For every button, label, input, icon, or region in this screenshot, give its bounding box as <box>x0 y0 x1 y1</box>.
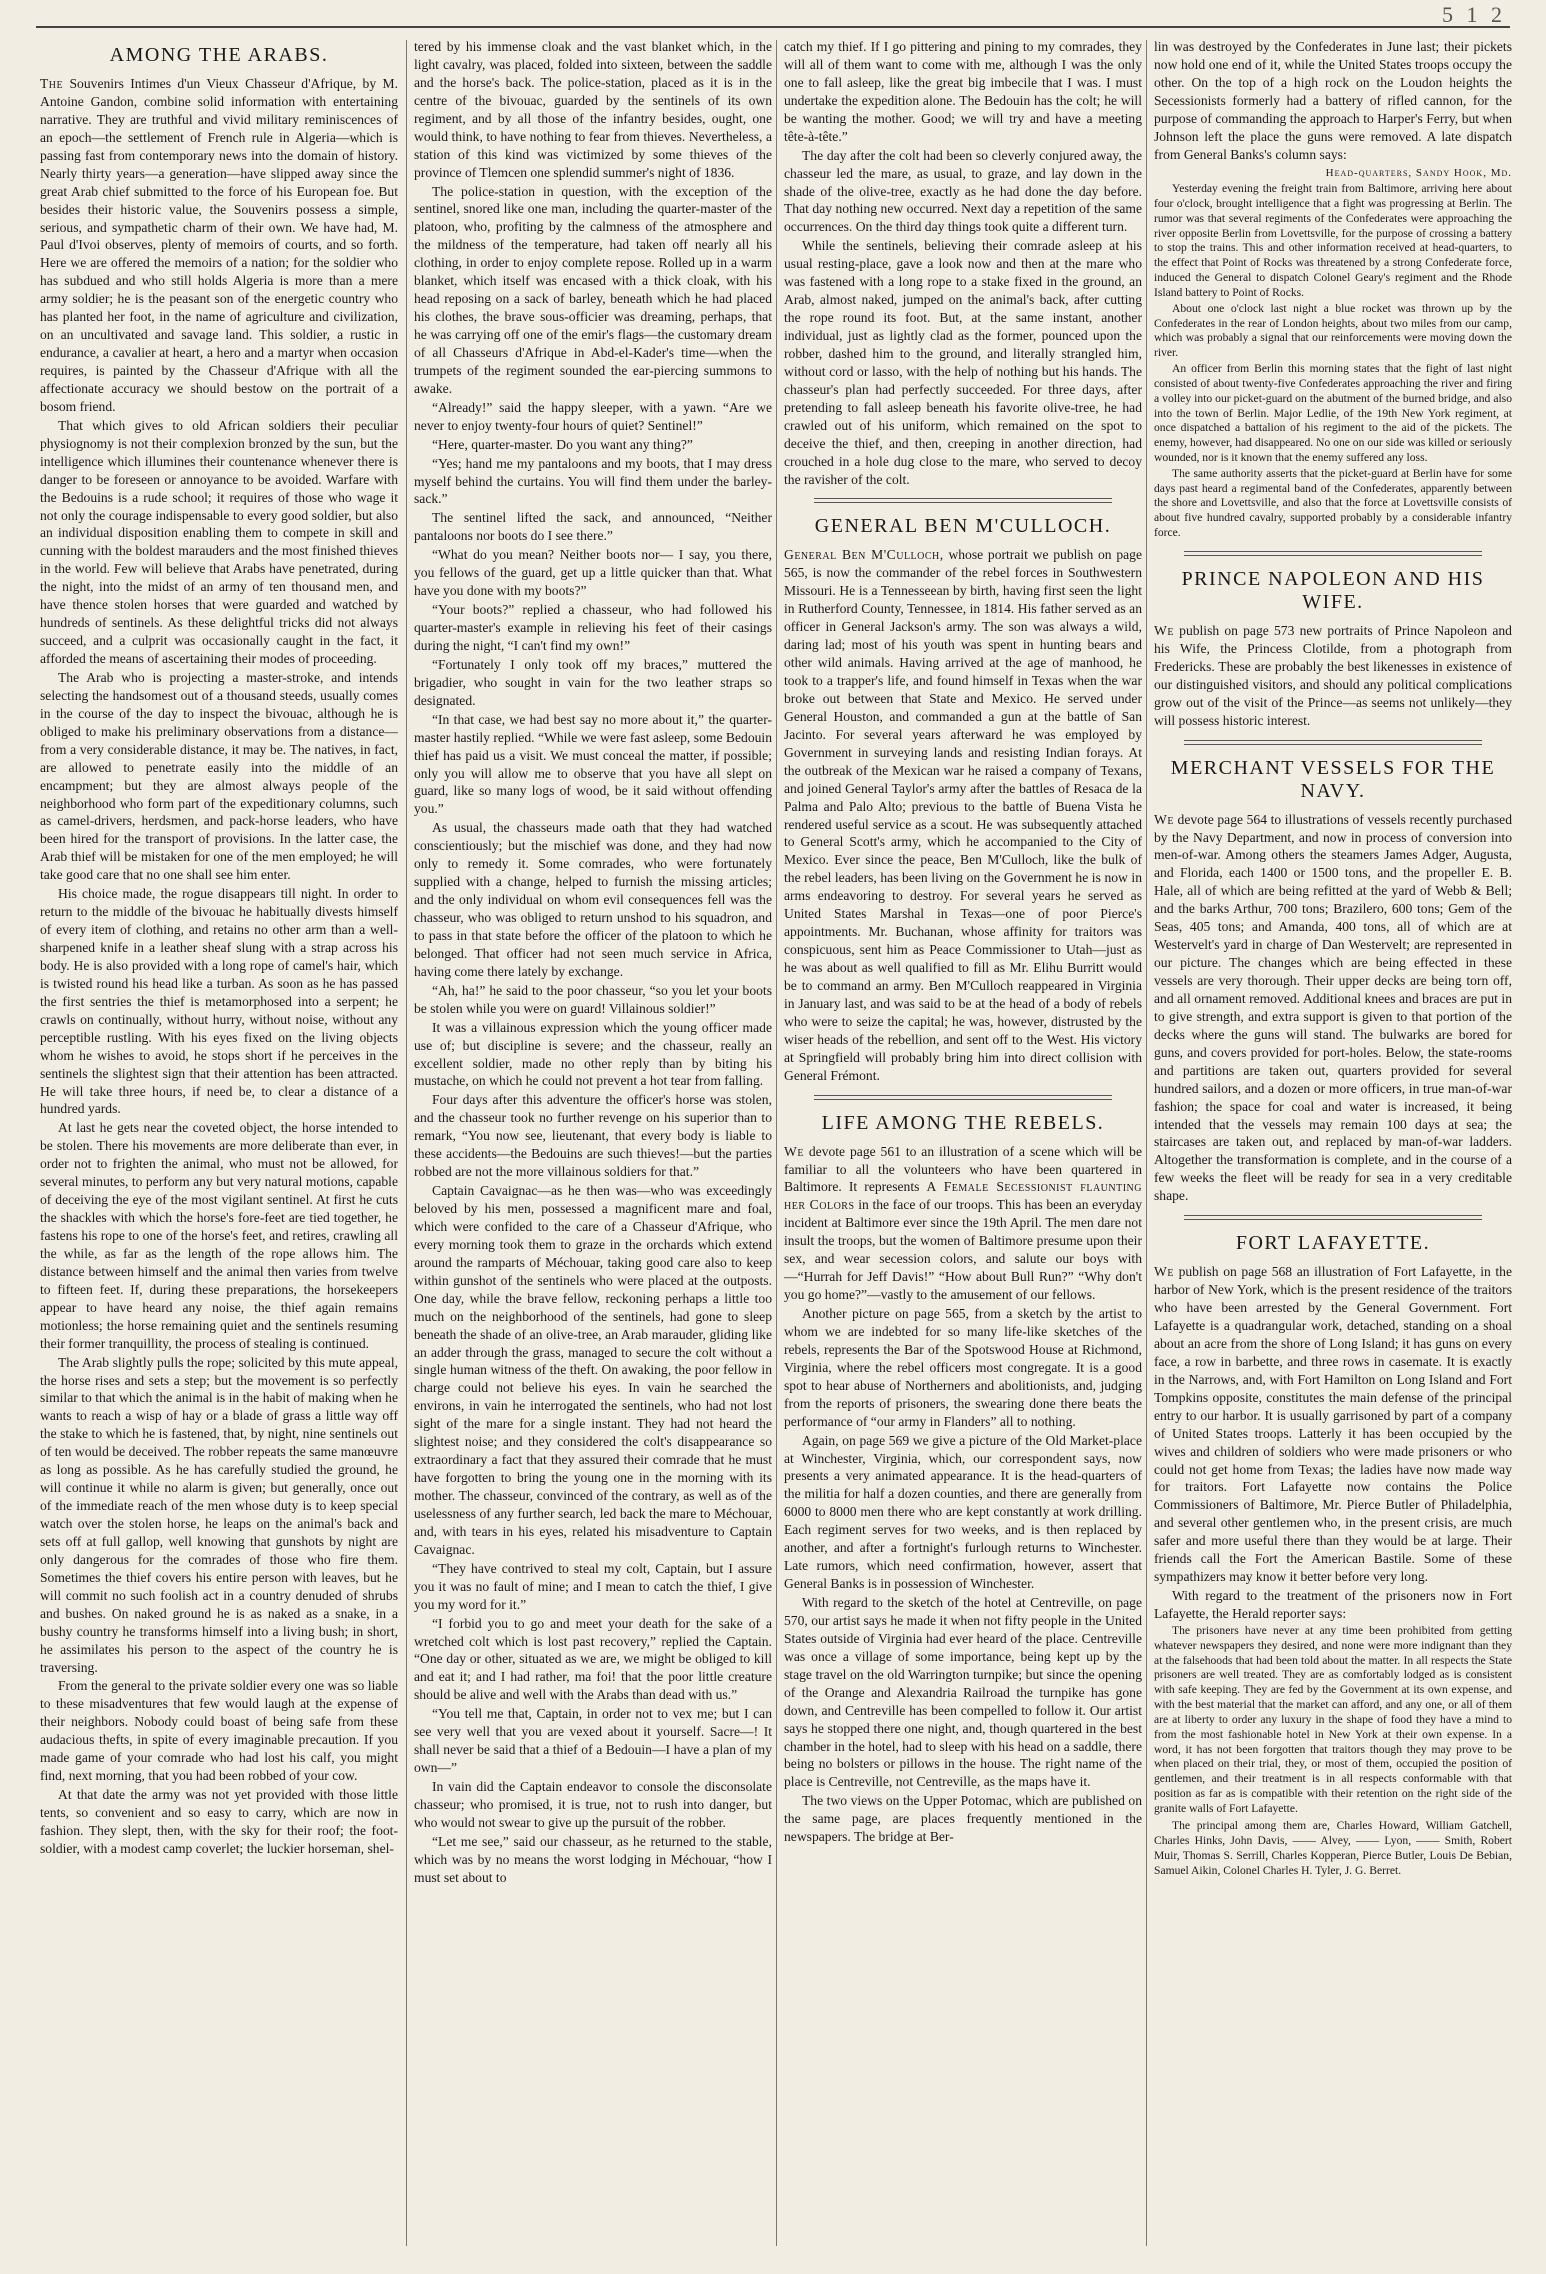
paragraph: That which gives to old African soldiers their peculiar physiognomy is not their complexion bronzed by the sun, but the intelligence which illumines their countenance whenever there is danger to be foreseen or annoyance to be avoided. Warfare with the Bedouins is a rude school; it requires of those who wage it not only the courage indispensable to every good soldier, but also an individual disposition enabling them to compete in skill and cunning with the boldest marauders and the most finished thieves in the world. Few will believe that Arabs have penetrated, during the night, into the midst of an army of ten thousand men, and have thence stolen horses that were guarded and watched by hundreds of sentinels. As these delightful tricks did not always succeed, and a culprit was occasionally caught in the fact, it afforded the means of ascertaining their modes of proceeding. <box>40 417 398 666</box>
paragraph: With regard to the treatment of the prisoners now in Fort Lafayette, the Herald reporter says: <box>1154 1588 1512 1622</box>
paragraph: lin was destroyed by the Confederates in June last; their pickets now hold one end of it, while the United States troops occupy the other. On the top of a high rock on the Loudon heights the Secessionists formerly had a battery of rifled cannon, for the purpose of commanding the approach to Harper's Ferry, but when Johnson left the place the guns were removed. A late dispatch from General Banks's column says: <box>1154 39 1512 162</box>
paragraph: “Already!” said the happy sleeper, with a yawn. “Are we never to enjoy twenty-four hours of quiet? Sentinel!” <box>414 399 772 433</box>
paragraph: “They have contrived to steal my colt, Captain, but I assure you it was no fault of mine; and I mean to catch the thief, I give you my word for it.” <box>414 1560 772 1612</box>
paragraph: Captain Cavaignac—as he then was—who was exceedingly beloved by his men, possessed a magnificent mare and foal, which were confided to the care of a Chasseur d'Afrique, who every morning took them to graze in the orchards which extend around the ramparts of Méchouar, taking good care also to keep within gunshot of the sentinels who were placed at the outposts. One day, while the brave fellow, reckoning perhaps a little too much on the neighborhood of the sentinels, had gone to sleep beneath the shade of an olive-tree, an Arab marauder, gliding like an adder through the grass, managed to secure the colt without a single human witness of the theft. On awaking, the poor fellow in charge could not believe his eyes. In vain he searched the environs, in vain he interrogated the sentinels, who had not lost sight of the mare for a single instant. They had not heard the slightest noise; and they considered the colt's disappearance so extraordinary a fact that they assured their comrade that he must have forgotten to bring the young one in the morning with its mother. The chasseur, convinced of the contrary, as well as of the uselessness of any further search, led back the mare to Méchouar, and, with tears in his eyes, related his misadventure to Captain Cavaignac. <box>414 1183 772 1557</box>
paragraph <box>1154 622 1512 730</box>
paragraph: catch my thief. If I go pittering and pining to my comrades, they will all of them want to come with me, although I was the only one to fall asleep, like the great big imbecile that I was. I must undertake the expedition alone. The Bedouin has the colt; he will be wanting the mother. Good; we will try and have a meeting tête-à-tête.” <box>784 39 1142 144</box>
paragraph: The Arab who is projecting a master-stroke, and intends selecting the handsomest out of a thousand steeds, usually comes in the course of the day to inspect the bivouac, although he is obliged to make his preliminary observations from a distance—from a very considerable distance, it may be. The natives, in fact, are allowed to penetrate easily into the middle of an encampment; but they are almost always people of the neighborhood who form part of the expeditionary columns, such as camel-drivers, herdsmen, and pack-horse leaders, who have been hired for the transport of provisions. In the latter case, the Arab thief will be mistaken for one of the men employed; he will take good care that no one shall see him enter. <box>40 669 398 883</box>
paragraph: At that date the army was not yet provided with those little tents, so convenient and so easy to carry, which are now in fashion. They slept, then, with the sky for their roof; the foot-soldier, with a modest camp coverlet; the luckier horseman, shel- <box>40 1787 398 1856</box>
lead-word: We <box>1154 811 1174 827</box>
lead-word: We <box>1154 622 1174 638</box>
column-2 <box>414 38 772 2248</box>
paragraph-text: in the face of our troops. This has been an everyday incident at Baltimore ever since the 19th April. The men dare not insult the troops, but the women of Baltimore presume upon their sex, and wear secession colors, and salute our boys with—“Hurrah for Jeff Davis!” “How about Bull Run?” “Why don't you go home?”—vastly to the amusement of our fellows. <box>784 1197 1142 1303</box>
lead-word: General Ben M'Culloch, <box>784 547 944 563</box>
header-rule <box>36 26 1510 28</box>
paragraph: “Fortunately I only took off my braces,” muttered the brigadier, who sought in vain for the two leather straps so designated. <box>414 656 772 708</box>
dateline: Head-quarters, Sandy Hook, Md. <box>1325 166 1512 179</box>
paragraph: “Here, quarter-master. Do you want any thing?” <box>432 436 693 452</box>
paragraph: From the general to the private soldier every one was so liable to these misadventures that few would laugh at the expense of their neighbors. Nobody could boast of being safe from these audacious thefts, in spite of every imaginable precaution. If you made game of your comrade who had lost his calf, you might find, next morning, that you had been robbed of your cow. <box>40 1678 398 1784</box>
paragraph-text: devote page 561 to an illustration of a scene which will be familiar to all the volunteers who have been quartered in Baltimore. It represents <box>784 1143 1142 1195</box>
folio-number: 5 1 2 <box>1442 2 1506 27</box>
paragraph: The sentinel lifted the sack, and announced, “Neither pantaloons nor boots do I see there.” <box>414 510 772 544</box>
paragraph: The police-station in question, with the exception of the sentinel, snored like one man, including the quarter-master of the platoon, who, profiting by the calmness of the atmosphere and the mildness of the temperature, had taken off nearly all his clothing, in order to enjoy complete repose. Rolled up in a warm blanket, which itself was encased with a thick cloak, with his head reposing on a sack of barley, beneath which he had placed his clothes, the brave sous-officier was dreaming, perhaps, that he was carrying off one of the emir's flags—the customary dream of all Chasseurs d'Afrique in Abd-el-Kader's time—when the trumpets of the regiment sounded the ear-piercing summons to awake. <box>414 183 772 396</box>
paragraph: While the sentinels, believing their comrade asleep at his usual resting-place, gave a look now and then at the mare who was fastened with a long rope to a stake fixed in the ground, an Arab, almost naked, jumped on the animal's back, after cutting the rope round its foot. But, at the same instant, another individual, just as lightly clad as the former, pounced upon the robber, dashed him to the ground, and literally strangled him, without cord or lasso, with the help of nothing but his hands. The chasseur's plan had perfectly succeeded. For three days, after pretending to fall asleep beneath his favorite olive-tree, he had crawled out of his uniform, which remained on the spot to deceive the thief, and then, creeping in another direction, had crouched in a hole dug close to the mare, who served to decoy the ravisher of the colt. <box>784 238 1142 487</box>
paragraph: His choice made, the rogue disappears till night. In order to return to the middle of the bivouac he habitually divests himself of every item of clothing, and retains no other arm than a well-sharpened knife in a leather sheaf slung with a strap across his body. He is also provided with a long rope of camel's hair, which is twisted round his head like a turban. As soon as he has passed the first sentries the thief is metamorphosed into a serpent; he crawls on continually, without hurry, without noise, without any perceptible rustling. With his eyes fixed on the living objects whom he wishes to avoid, he stops short if he perceives in the sentinels the slightest sign that their attention has been attracted. He will take three hours, if need be, to clear a distance of a hundred yards. <box>40 886 398 1117</box>
paragraph-text: whose portrait we publish on page 565, is now the commander of the rebel forces in Southwestern Missouri. He is a Tennesseean by birth, having first seen the light in Rutherford County, Tennessee, in 1814. His father served as an officer in General Jackson's army. The son was always a wild, daring lad; most of his youth was spent in hunting bears and other wild animals. Having arrived at the age of manhood, he took to a trapper's life, and found himself in Texas when the war broke out between that State and Mexico. He served under General Houston, and commanded a gun at the battle of San Jacinto. For several years afterward he was employed by Government in surveying lands and resisting Indian forays. At the outbreak of the Mexican war he raised a company of Texans, and joined General Taylor's army after the battles of Resaca de la Palma and Palo Alto; previous to the battle of Buena Vista he rendered useful service as a scout. He was subsequently attached to General Scott's army, which he accompanied to the City of Mexico. Ever since the peace, Ben M'Culloch, like the bulk of the rebel leaders, has been living on the Government he is now in arms endeavoring to destroy. For several years he served as United States Marshal in Texas—one of poor Pierce's appointments. Mr. Buchanan, whose affinity for traitors was conspicuous, sent him as Peace Commissioner to Utah—just as he was about as well qualified to fill as Mr. Elihu Burritt would be to command an army. Ben M'Culloch reappeared in Virginia in January last, and was said to be at the head of a body of rebels who were to seize the capital; he was, however, distrusted by the wiser heads of the rebellion, and sent off to the West. His victory at Springfield will probably bring him into direct collision with General Frémont. <box>784 547 1142 1083</box>
paragraph: “Your boots?” replied a chasseur, who had followed his quarter-master's example in relieving his feet of their casings during the night, “I can't find my own!” <box>414 602 772 653</box>
article-title-among-the-arabs: AMONG THE ARABS. <box>109 44 329 66</box>
section-divider <box>1184 740 1482 745</box>
column-rule <box>406 40 407 2246</box>
paragraph: At last he gets near the coveted object, the horse intended to be stolen. There his movements are more deliberate than ever, in order not to frighten the animal, who must not be allowed, for several minutes, to perform any but very natural motions, capable of deceiving the eye of the most vigilant sentinel. At first he cuts the shackles with which the horse's fore-feet are tied together, he fastens his rope to one of the horse's feet, and retires, crawling all the while, as far as the length of the rope allows him. The distance between himself and the animal then varies from twelve to fifteen feet. If, during these preparations, the horsekeepers appear to have heard any noise, the thief again remains motionless; the horse remaining quiet and the sentinels resuming their former tranquillity, the process of stealing is continued. <box>40 1120 398 1351</box>
column-4 <box>1154 38 1512 2248</box>
dispatch-paragraph: About one o'clock last night a blue rocket was thrown up by the Confederates in the rear of London heights, about two miles from our camp, which was probably a signal that our reinforcements were moving down the river. <box>1154 301 1512 360</box>
paragraph: tered by his immense cloak and the vast blanket which, in the light cavalry, was placed, folded into sixteen, between the saddle and the horse's back. The police-station, placed as it is in the centre of the bivouac, guarded by the sentinels of its own regiment, and by all those of the infantry besides, ought, one would think, to have nothing to fear from thieves. Nevertheless, a station of this kind was victimized by some thieves of the province of Tlemcen one splendid summer's night of 1836. <box>414 39 772 180</box>
paragraph: Another picture on page 565, from a sketch by the artist to whom we are indebted for so many life-like sketches of the rebels, represents the Bar of the Spotswood House at Richmond, Virginia, where the rebel officers most congregate. It is a good spot to hear abuse of Northerners and abolitionists, and, judging from the reports of prisoners, the swearing done there beats the performance of “our army in Flanders” all to nothing. <box>784 1306 1142 1429</box>
section-divider <box>814 498 1112 503</box>
section-divider <box>1184 551 1482 556</box>
paragraph: “I forbid you to go and meet your death for the sake of a wretched colt which is lost past recovery,” replied the Captain. “One day or other, situated as we are, we might be obliged to kill and eat it; and I had rather, ma foi! that the poor little creature should be alive and well with the Arabs than dead with us.” <box>414 1615 772 1703</box>
prisoner-names: The principal among them are, Charles Howard, William Gatchell, Charles Hinks, John Davis, —— Alvey, —— Lyon, —— Smith, Robert Muir, Thomas S. Serrill, Charles Kopperan, Pierce Butler, Louis De Bebian, Samuel Aikin, Colonel Charles H. Tyler, J. G. Berret. <box>1154 1818 1512 1877</box>
article-title-general-mcculloch: GENERAL BEN M'CULLOCH. <box>814 515 1112 538</box>
column-rule <box>1146 40 1147 2246</box>
paragraph <box>40 75 398 416</box>
dispatch-paragraph: Yesterday evening the freight train from Baltimore, arriving here about four o'clock, brought intelligence that a fight was progressing at Berlin. The rumor was that several regiments of the Confederates were approaching the river opposite Berlin from Lovettsville, for the purpose of crossing a battery to stop the trains. This and other information received at head-quarters, to the effect that Point of Rocks was threatened by a strong Confederate force, induced the General to dispatch Colonel Geary's regiment and the Rhode Island battery to Point of Rocks. <box>1154 182 1512 299</box>
lead-word: The <box>40 76 64 91</box>
dispatch-paragraph: The same authority asserts that the picket-guard at Berlin have for some days past heard a regimental band of the Confederates, apparently between the shore and Lovettsville, and also that the force at Lovettsville consists of about five hundred cavalry, supported probably by a considerable infantry force. <box>1154 466 1512 540</box>
paragraph: It was a villainous expression which the young officer made use of; but discipline is severe; and the chasseur, really an excellent soldier, made no other reply than by biting his mustache, on which he could not prevent a hot tear from falling. <box>414 1019 772 1089</box>
dispatch-paragraph: An officer from Berlin this morning states that the fight of last night consisted of about twenty-five Confederates approaching the river and firing a volley into our picket-guard on the abutment of the burned bridge, and also into the town of Berlin. Major Ledlie, of the 19th New York regiment, at once dispatched a battalion of his regiment to the aid of the pickets. The enemy, however, had disappeared. No one on our side was killed or seriously wounded, nor is it known that the enemy suffered any loss. <box>1154 362 1512 464</box>
column-1 <box>40 38 398 2248</box>
article-title-prince-napoleon: PRINCE NAPOLEON AND HIS WIFE. <box>1181 567 1485 613</box>
paragraph-text: publish on page 573 new portraits of Prince Napoleon and his Wife, the Princess Clotilde, from a photograph from Fredericks. These are probably the best likenesses in existence of our distinguished visitors, and should any political complications grow out of the visit of the Prince—as seems not unlikely—they will possess historic interest. <box>1154 622 1512 728</box>
column-rule <box>776 40 777 2246</box>
section-divider <box>814 1095 1112 1100</box>
paragraph: The day after the colt had been so cleverly conjured away, the chasseur led the mare, as usual, to graze, and lay down in the shade of the olive-tree, exactly as he had done the day before. That day nothing new occurred. Next day a repetition of the same occurrences. On the third day things took quite a different turn. <box>784 147 1142 235</box>
paragraph: Again, on page 569 we give a picture of the Old Market-place at Winchester, Virginia, which, our correspondent says, now presents a very animated appearance. It is the head-quarters of the militia for half a dozen counties, and there are generally from 6000 to 8000 men there who are kept constantly at work drilling. Each regiment serves for two weeks, and is then replaced by another, and after a fortnight's furlough returns to Winchester. Late rumors, which need confirmation, however, assert that General Banks is in possession of Winchester. <box>784 1432 1142 1592</box>
quoted-paragraph: The prisoners have never at any time been prohibited from getting whatever newspapers they desired, and none were more indignant than they at the falsehoods that had been told about the matter. In all respects the State prisoners are well treated. They are as comfortably lodged as is consistent with safe keeping. They are fed by the Government at its own expense, and with the best material that the market can afford, and any one, or all of them are at liberty to order any luxury in the shape of food they have a mind to from the most fashionable hotel in New York at their own expense. In a word, it has not been forgotten that traitors though they may prove to be when placed on their trial, they, or most of them, occupied the position of gentlemen, and their treatment is in all respects conformable with that position as far as is compatible with their retention on the right side of the granite walls of Fort Lafayette. <box>1154 1623 1512 1815</box>
article-title-fort-lafayette: FORT LAFAYETTE. <box>1235 1232 1431 1255</box>
paragraph: Four days after this adventure the officer's horse was stolen, and the chasseur took no further revenge on his superior than to remark, “You now see, lieutenant, that every body is liable to these accidents—the Bedouins are such thieves!—but the parties robbed are not the more villainous soldiers for that.” <box>414 1092 772 1180</box>
article-title-merchant-vessels: MERCHANT VESSELS FOR THE NAVY. <box>1170 756 1496 802</box>
paragraph: “You tell me that, Captain, in order not to vex me; but I can see very well that you are vexed about it yourself. Sacre—! It shall never be said that a thief of a Bedouin—I have a plan of my own—” <box>414 1706 772 1776</box>
paragraph: “Let me see,” said our chasseur, as he returned to the stable, which was by no means the worst lodging in Méchouar, “how I must set about to <box>414 1833 772 1885</box>
paragraph: In vain did the Captain endeavor to console the disconsolate chasseur; who promised, it is true, not to rush into danger, but who would not swear to give up the pursuit of the robber. <box>414 1779 772 1830</box>
paragraph: “What do you mean? Neither boots nor— I say, you there, you fellows of the guard, get up a little quicker than that. What have you done with my boots?” <box>414 547 772 599</box>
paragraph: The two views on the Upper Potomac, which are published on the same page, are places frequently mentioned in the newspapers. The bridge at Ber- <box>784 1793 1142 1845</box>
article-title-life-among-rebels: LIFE AMONG THE REBELS. <box>821 1111 1105 1134</box>
paragraph-text: publish on page 568 an illustration of Fort Lafayette, in the harbor of New York, which is the present residence of the traitors who have been arrested by the General Government. Fort Lafayette is a quadrangular work, detached, standing on a shoal about an acre from the shore of Long Island; it has guns on every face, a row in barbette, and three rows in casemate. It is exactly in the Narrows, and, with Fort Hamilton on Long Island and Fort Tompkins opposite, constitutes the main defense of the principal entry to our harbor. It is usually garrisoned by part of a company of United States troops. Latterly it has been occupied by the wives and children of soldiers who were made prisoners or who could not get home from Texas; the ladies have now made way for traitors. Fort Lafayette now contains the Police Commissioners of Baltimore, Mr. Pierce Butler of Philadelphia, and several other gentlemen who, in the present crisis, are much safer and more useful there than they would be at large. Their friends call the Fort the American Bastile. Some of these sympathizers may know it better before very long. <box>1154 1264 1512 1585</box>
section-divider <box>1184 1215 1482 1220</box>
paragraph: As usual, the chasseurs made oath that they had watched conscientiously; but the mischief was done, and they had now only to remedy it. Some comrades, who were fortunately supplied with a change, helped to furnish the missing articles; and the only individual on whom evil consequences fell was the chasseur, who was obliged to return unshod to his squadron, and to pass in that state before the officer of the platoon to which he belonged. That officer had not seen much service in Africa, having come there lately by exchange. <box>414 820 772 979</box>
paragraph: “Yes; hand me my pantaloons and my boots, that I may dress myself behind the curtains. You will find them under the barley-sack.” <box>414 455 772 507</box>
paragraph: The Arab slightly pulls the rope; solicited by this mute appeal, the horse rises and sets a step; but the movement is so perfectly similar to that which the animal is in the habit of making when he wants to reach a wisp of hay or a blade of grass a little way off the stake to which he is fastened, that, by night, nine sentinels out of ten would be deceived. The robber repeats the same manœuvre as long as possible. As he has carefully studied the ground, he will continue it while no alarm is given; but generally, once out of the immediate reach of the men whose duty is to keep special watch over the stolen horse, he leaps on the animal's back and sets off at full gallop, well knowing that gunshots by night are only dangerous for the comrades of those who fire them. Sometimes the thief covers his entire person with leaves, but he will commit no such foolish act in a country denuded of shrubs and bushes. On naked ground he is as naked as a snake, in a bushy country he transforms himself into a living bush; in short, he assimilates his person to the aspect of the country he is traversing. <box>40 1354 398 1675</box>
paragraph <box>784 546 1142 1084</box>
paragraph: “Ah, ha!” he said to the poor chasseur, “so you let your boots be stolen while you were on guard! Villainous soldier!” <box>414 982 772 1016</box>
column-3 <box>784 38 1142 2248</box>
paragraph-text: Souvenirs Intimes d'un Vieux Chasseur d'Afrique, by M. Antoine Gandon, combine solid information with entertaining narrative. They are truthful and vivid military reminiscences of an epoch—the settlement of French rule in Algeria—which is passing fast from contemporary news into the domain of history. Nearly thirty years—a generation—have slipped away since the great Arab chief submitted to the force of his European foe. But besides their historic value, the Souvenirs possess a simple, serious, and sympathetic charm of their own. We have had, M. Paul d'Ivoi observes, plenty of memoirs of courts, and so forth. Here we are offered the memoirs of a nation; for the soldier who has subdued and who still holds Algeria is more than a mere army soldier; he is the peasant son of the energetic country who has planted her foot, in the name of agriculture and civilization, on an uncultivated and savage land. This soldier, a rustic in endurance, a cavalier at heart, a hero and a martyr when occasion requires, is painted by the Chasseur d'Afrique with all the affectionate accuracy we should bestow on the portrait of a bosom friend. <box>40 76 398 414</box>
paragraph: With regard to the sketch of the hotel at Centreville, on page 570, our artist says he made it when not fifty people in the United States outside of Virginia had ever heard of the place. Centreville was once a village of some importance, being kept up by the stage travel on the old Warrington turnpike; but since the opening of the Orange and Alexandria Railroad the turnpike has gone down, and Centreville has been compelled to follow it. Our artist says he stopped there one night, and, though quartered in the best chamber in the hotel, had to sleep with his head on a saddle, there being no bolsters or pillows in the house. The right name of the place is Centreville, not Centreville, as the maps have it. <box>784 1595 1142 1790</box>
paragraph: “In that case, we had best say no more about it,” the quarter-master hastily replied. “While we were fast asleep, some Bedouin thief has paid us a visit. We must conceal the matter, if possible; only you will allow me to observe that you have all slept on guard, like so many logs of wood, be it said without offending you.” <box>414 711 772 817</box>
paragraph-text: devote page 564 to illustrations of vessels recently purchased by the Navy Department, and now in process of conversion into men-of-war. Among others the steamers James Adger, Augusta, and Florida, each 1400 or 1500 tons, and the propeller E. B. Hale, all of which are being refitted at the yard of Webb & Bell; and the barks Arthur, 700 tons; Brazilero, 600 tons; Gem of the Seas, 405 tons; and Amanda, 400 tons, all of which are at Westervelt's yard in charge of Dan Westervelt; are represented in our picture. The changes which are being effected in these vessels are very thorough. Their upper decks are being torn off, and all ornament removed. Additional knees and braces are put in to give strength, and extra support is given to that portion of the decks where the guns will stand. The bulwarks are bored for guns, and covers provided for port-holes. Below, the state-rooms and partitions are taken out, quarters provided for several hundred sailors, and a dozen or more officers, in true man-of-war fashion; the space for coal and water is increased, it being intended that the vessels may remain 100 days at sea; the staircases are taken out, and replaced by man-of-war ladders. Altogether the transformation is complete, and in the course of a few weeks the fleet will be ready for sea in a very creditable shape. <box>1154 811 1512 1204</box>
paragraph <box>1154 811 1512 1206</box>
lead-word: We <box>784 1143 804 1159</box>
paragraph <box>784 1143 1142 1304</box>
paragraph <box>1154 1263 1512 1586</box>
caption-smallcaps: A Female Secessionist flaunting her Colors <box>784 1179 1142 1213</box>
lead-word: We <box>1154 1264 1174 1280</box>
